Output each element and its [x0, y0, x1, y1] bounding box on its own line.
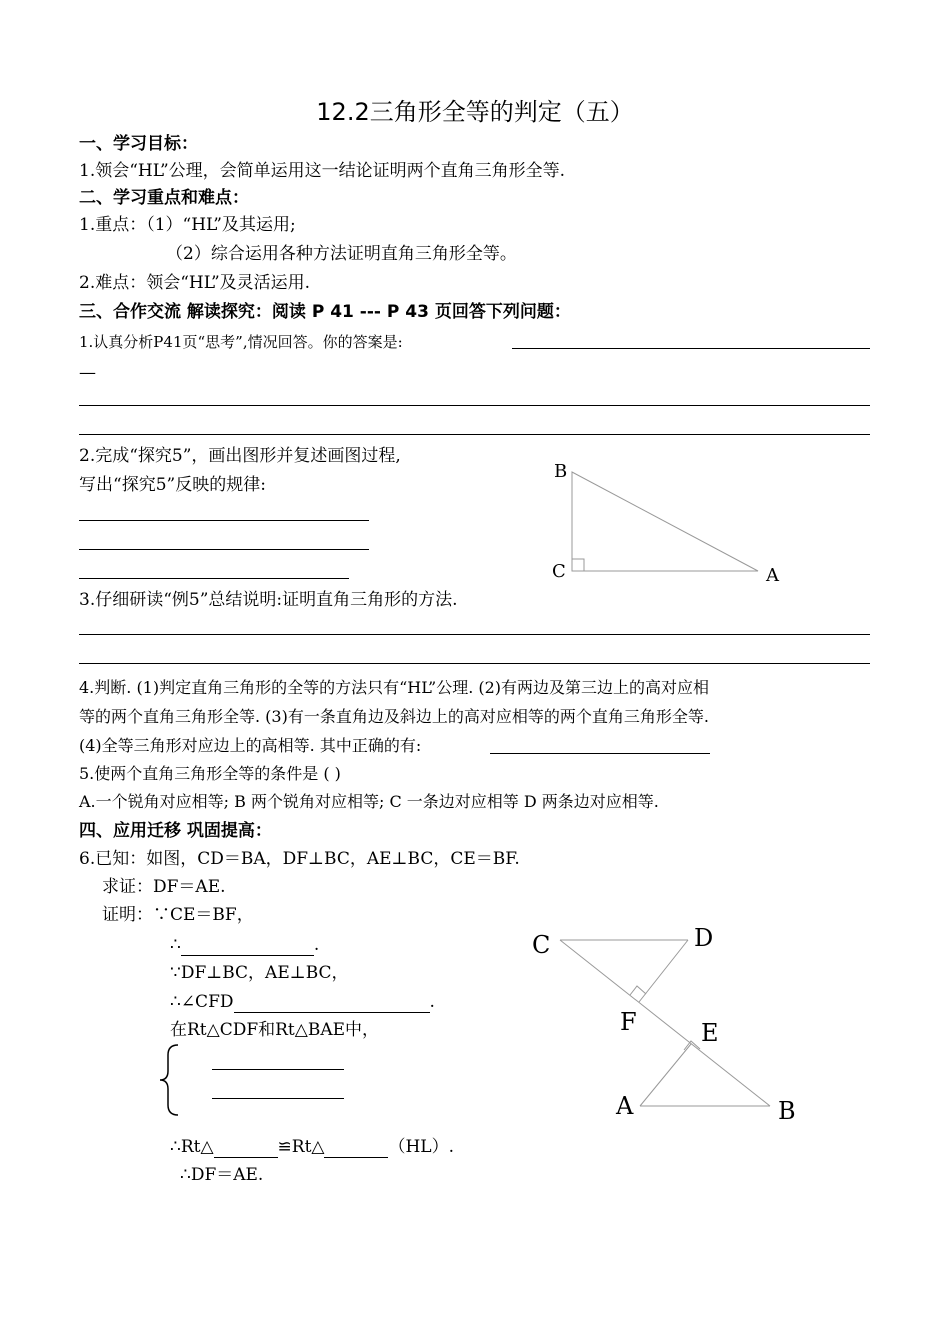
question-1-dash: — [79, 363, 96, 383]
triangle-abc [572, 472, 758, 571]
therefore-symbol: ∴ [170, 935, 181, 955]
problem-6-prove: 求证：DF＝AE. [102, 877, 226, 897]
question-1: 1.认真分析P41页“思考”,情况回答。你的答案是: [79, 333, 403, 351]
question-2-line-2: 写出“探究5”反映的规律: [79, 475, 266, 495]
question-2-line-1: 2.完成“探究5”，画出图形并复述画图过程, [79, 446, 401, 466]
answer-line[interactable] [79, 434, 870, 435]
figure-right-triangle [540, 455, 790, 590]
section-heading-application: 四、应用迁移 巩固提高： [79, 821, 272, 841]
proof-step-3: ∵DF⊥BC，AE⊥BC， [170, 963, 349, 983]
label-f: F [620, 1008, 637, 1036]
label-b: B [554, 461, 568, 482]
proof-start: 证明：∵CE＝BF， [102, 905, 254, 925]
key-point-line-2: （2）综合运用各种方法证明直角三角形全等。 [166, 244, 517, 264]
section-heading-key-points: 二、学习重点和难点： [79, 188, 249, 208]
problem-6-given: 6.已知：如图，CD＝BA，DF⊥BC，AE⊥BC，CE＝BF. [79, 849, 520, 869]
proof-step-4 [170, 991, 435, 1013]
section-heading-goals: 一、学习目标： [79, 134, 198, 154]
period: . [313, 935, 320, 955]
label-e: E [701, 1019, 719, 1047]
congruent-text: ≌Rt△ [277, 1137, 325, 1157]
label-a: A [616, 1092, 634, 1120]
figure-two-triangles [520, 915, 810, 1130]
question-4-line-2: 等的两个直角三角形全等. (3)有一条直角边及斜边上的高对应相等的两个直角三角形全等. [79, 707, 709, 726]
proof-step-2 [170, 934, 319, 956]
answer-line[interactable] [79, 634, 870, 635]
goal-line: 1.领会“HL”公理，会简单运用这一结论证明两个直角三角形全等. [79, 161, 566, 181]
brace-icon [158, 1043, 182, 1117]
answer-line[interactable] [79, 663, 870, 664]
page-title: 12.2三角形全等的判定（五） [316, 98, 634, 126]
proof-step-5: 在Rt△CDF和Rt△BAE中， [170, 1020, 380, 1040]
question-4-line-3: (4)全等三角形对应边上的高相等. 其中正确的有: [79, 736, 422, 755]
proof-step-6 [170, 1136, 454, 1158]
answer-blank-q1[interactable] [512, 348, 870, 349]
label-b: B [778, 1097, 796, 1125]
proof-blank[interactable] [234, 994, 430, 1013]
label-c: C [552, 561, 566, 582]
proof-blank[interactable] [212, 1069, 344, 1070]
answer-line[interactable] [79, 405, 870, 406]
question-4-line-1: 4.判断. (1)判定直角三角形的全等的方法只有“HL”公理. (2)有两边及第三边上的高对应相 [79, 678, 710, 697]
segment-cb [560, 940, 770, 1106]
proof-blank[interactable] [214, 1139, 278, 1158]
proof-blank[interactable] [181, 937, 314, 956]
proof-conclusion: ∴DF＝AE. [180, 1165, 264, 1185]
difficulty-line: 2.难点：领会“HL”及灵活运用. [79, 273, 311, 293]
question-3: 3.仔细研读“例5”总结说明:证明直角三角形的方法. [79, 590, 458, 610]
segment-df [639, 940, 688, 1002]
answer-line[interactable] [79, 520, 369, 521]
rt-triangle-text-1: ∴Rt△ [170, 1137, 214, 1157]
hl-text: （HL）. [388, 1137, 455, 1157]
key-point-line-1: 1.重点：（1）“HL”及其运用; [79, 215, 296, 235]
angle-cfd-text: ∴∠CFD [170, 992, 234, 1012]
proof-blank[interactable] [212, 1098, 344, 1099]
segment-ae [640, 1044, 691, 1106]
question-5-line-1: 5.使两个直角三角形全等的条件是 ( ) [79, 764, 341, 783]
label-c: C [532, 931, 551, 959]
period: . [429, 992, 435, 1012]
right-angle-mark [572, 559, 584, 571]
question-5-options: A.一个锐角对应相等; B 两个锐角对应相等; C 一条边对应相等 D 两条边对应相等. [79, 792, 659, 811]
answer-line[interactable] [79, 578, 349, 579]
answer-line[interactable] [79, 549, 369, 550]
proof-blank[interactable] [324, 1139, 388, 1158]
section-heading-explore: 三、合作交流 解读探究：阅读 P 41 --- P 43 页回答下列问题： [79, 302, 571, 322]
label-a: A [766, 565, 779, 586]
right-angle-mark-f [630, 986, 646, 995]
answer-blank-q4[interactable] [490, 753, 710, 754]
label-d: D [694, 924, 714, 952]
